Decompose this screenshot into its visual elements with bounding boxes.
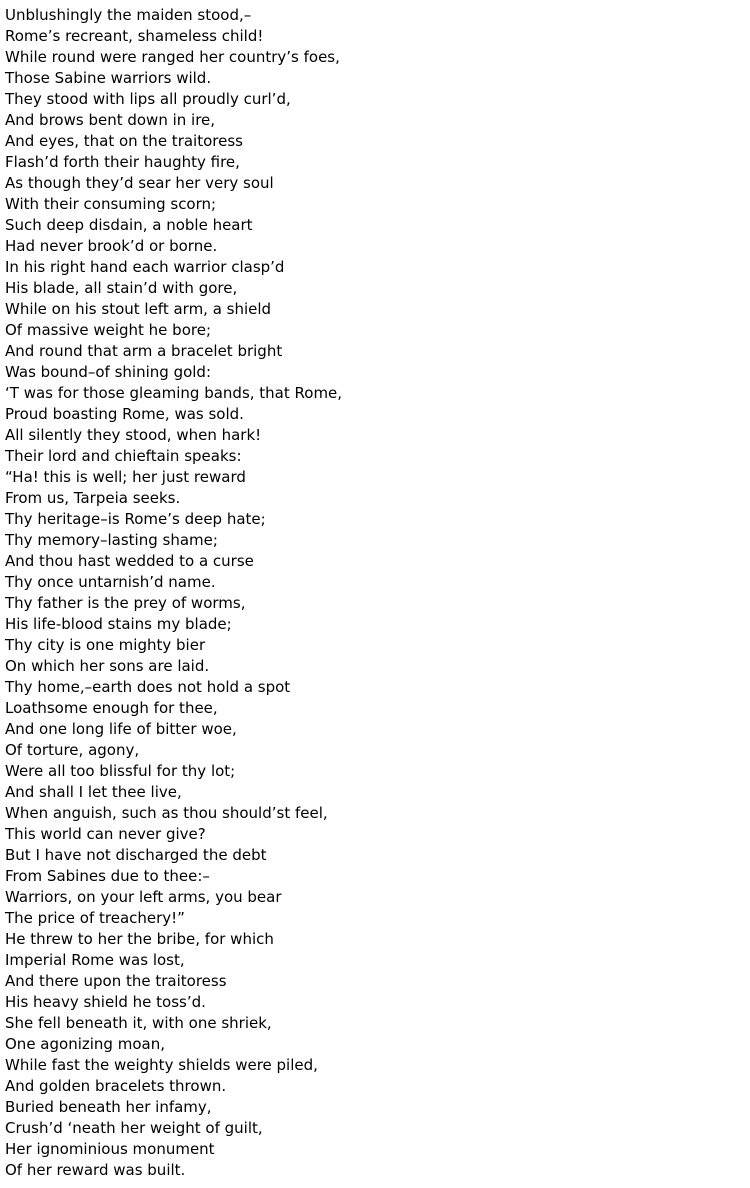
poem-line: In his right hand each warrior clasp’d [5, 258, 285, 276]
poem-line: Their lord and chieftain speaks: [5, 447, 242, 465]
poem-line: While fast the weighty shields were piled, [5, 1056, 318, 1074]
poem-line: Warriors, on your left arms, you bear [5, 888, 282, 906]
poem-line: Unblushingly the maiden stood,– [5, 6, 252, 24]
poem-line: Such deep disdain, a noble heart [5, 216, 253, 234]
poem-line: Those Sabine warriors wild. [5, 69, 212, 87]
poem-line: And brows bent down in ire, [5, 111, 216, 129]
poem-line: From Sabines due to thee:– [5, 867, 210, 885]
poem-line: Crush’d ‘neath her weight of guilt, [5, 1119, 263, 1137]
poem-line: His heavy shield he toss’d. [5, 993, 206, 1011]
poem-line: Rome’s recreant, shameless child! [5, 27, 264, 45]
poem-line: Were all too blissful for thy lot; [5, 762, 236, 780]
poem-line: Had never brook’d or borne. [5, 237, 218, 255]
poem-line: Thy once untarnish’d name. [5, 573, 216, 591]
poem-line: ‘T was for those gleaming bands, that Rome, [5, 384, 343, 402]
poem-line: And eyes, that on the traitoress [5, 132, 243, 150]
poem-line: And shall I let thee live, [5, 783, 182, 801]
poem-line: He threw to her the bribe, for which [5, 930, 274, 948]
poem-line: On which her sons are laid. [5, 657, 210, 675]
poem-line: Of her reward was built. [5, 1161, 186, 1179]
poem-line: And round that arm a bracelet bright [5, 342, 283, 360]
poem-line: His life-blood stains my blade; [5, 615, 232, 633]
poem-line: All silently they stood, when hark! [5, 426, 262, 444]
poem-line: Thy city is one mighty bier [5, 636, 206, 654]
poem-line: While round were ranged her country’s foes, [5, 48, 340, 66]
poem-line: Of torture, agony, [5, 741, 140, 759]
poem-line: One agonizing moan, [5, 1035, 165, 1053]
poem-line: Imperial Rome was lost, [5, 951, 185, 969]
poem-line: Buried beneath her infamy, [5, 1098, 212, 1116]
poem-line: Flash’d forth their haughty fire, [5, 153, 240, 171]
poem-line: Her ignominious monument [5, 1140, 215, 1158]
poem-line: “Ha! this is well; her just reward [5, 468, 246, 486]
poem-line: Thy memory–lasting shame; [5, 531, 218, 549]
poem-line: And there upon the traitoress [5, 972, 227, 990]
poem-line: And thou hast wedded to a curse [5, 552, 254, 570]
poem-line: When anguish, such as thou should’st feel, [5, 804, 328, 822]
poem-line: But I have not discharged the debt [5, 846, 267, 864]
poem-line: And golden bracelets thrown. [5, 1077, 227, 1095]
poem-line: With their consuming scorn; [5, 195, 217, 213]
poem-line: The price of treachery!” [5, 909, 185, 927]
poem-line: While on his stout left arm, a shield [5, 300, 272, 318]
poem-line: This world can never give? [5, 825, 206, 843]
poem-text [5, 5, 750, 1181]
poem-line: Thy heritage–is Rome’s deep hate; [5, 510, 266, 528]
poem-line: Thy father is the prey of worms, [5, 594, 246, 612]
poem-line: They stood with lips all proudly curl’d, [5, 90, 291, 108]
poem-line: From us, Tarpeia seeks. [5, 489, 181, 507]
poem-line: Of massive weight he bore; [5, 321, 211, 339]
poem-line: As though they’d sear her very soul [5, 174, 274, 192]
poem-line: Proud boasting Rome, was sold. [5, 405, 244, 423]
poem-line: His blade, all stain’d with gore, [5, 279, 238, 297]
poem-line: Was bound–of shining gold: [5, 363, 212, 381]
poem-line: She fell beneath it, with one shriek, [5, 1014, 272, 1032]
poem-line: Loathsome enough for thee, [5, 699, 218, 717]
poem-line: And one long life of bitter woe, [5, 720, 237, 738]
poem-line: Thy home,–earth does not hold a spot [5, 678, 291, 696]
